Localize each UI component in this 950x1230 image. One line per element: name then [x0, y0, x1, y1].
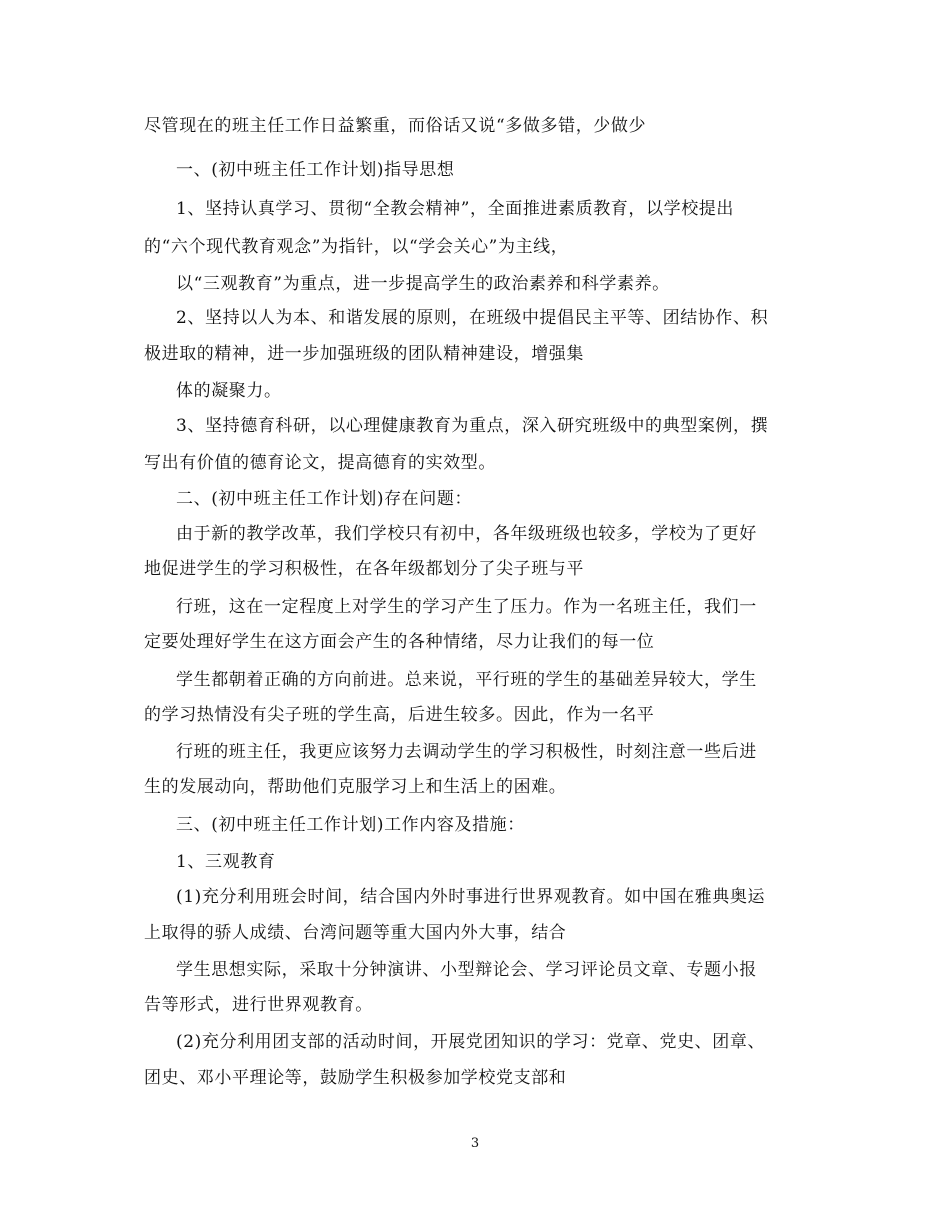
page-number: 3 [470, 1136, 480, 1151]
text-line: 1、坚持认真学习、贯彻“全教会精神”，全面推进素质教育，以学校提出 [176, 199, 734, 219]
text-line: 极进取的精神，进一步加强班级的团队精神建设，增强集 [144, 344, 584, 364]
text-line: 体的凝聚力。 [176, 381, 282, 401]
text-line: 生的发展动向，帮助他们克服学习上和生活上的困难。 [144, 777, 567, 797]
text-line: 上取得的骄人成绩、台湾问题等重大国内外大事，结合 [144, 923, 567, 943]
text-line: 2、坚持以人为本、和谐发展的原则，在班级中提倡民主平等、团结协作、积 [176, 308, 769, 328]
text-line: 地促进学生的学习积极性，在各年级都划分了尖子班与平 [144, 559, 584, 579]
text-line: (2)充分利用团支部的活动时间，开展党团知识的学习：党章、党史、团章、 [176, 1032, 766, 1052]
text-line: (1)充分利用班会时间，结合国内外时事进行世界观教育。如中国在雅典奥运 [176, 887, 766, 907]
text-line: 的“六个现代教育观念”为指针，以“学会关心”为主线， [144, 237, 569, 257]
text-line: 3、坚持德育科研，以心理健康教育为重点，深入研究班级中的典型案例，撰 [176, 416, 769, 436]
text-line: 学生都朝着正确的方向前进。总来说，平行班的学生的基础差异较大，学生 [176, 670, 757, 690]
text-line: 行班，这在一定程度上对学生的学习产生了压力。作为一名班主任，我们一 [176, 597, 757, 617]
text-line: 的学习热情没有尖子班的学生高，后进生较多。因此，作为一名平 [144, 705, 655, 725]
text-line: 尽管现在的班主任工作日益繁重，而俗话又说“多做多错，少做少 [144, 116, 647, 136]
text-line: 由于新的教学改革，我们学校只有初中，各年级班级也较多，学校为了更好 [176, 524, 757, 544]
section-heading-2: 二、(初中班主任工作计划)存在问题： [176, 489, 473, 509]
text-line: 团史、邓小平理论等，鼓励学生积极参加学校党支部和 [144, 1068, 567, 1088]
subsection-heading: 1、三观教育 [176, 852, 276, 872]
section-heading-1: 一、(初中班主任工作计划)指导思想 [176, 160, 455, 180]
text-line: 行班的班主任，我更应该努力去调动学生的学习积极性，时刻注意一些后进 [176, 742, 757, 762]
text-line: 学生思想实际，采取十分钟演讲、小型辩论会、学习评论员文章、专题小报 [176, 960, 757, 980]
text-line: 告等形式，进行世界观教育。 [144, 995, 373, 1015]
text-line: 以“三观教育”为重点，进一步提高学生的政治素养和科学素养。 [176, 274, 670, 294]
text-line: 定要处理好学生在这方面会产生的各种情绪，尽力让我们的每一位 [144, 632, 655, 652]
text-line: 写出有价值的德育论文，提高德育的实效型。 [144, 453, 496, 473]
section-heading-3: 三、(初中班主任工作计划)工作内容及措施： [176, 815, 525, 835]
